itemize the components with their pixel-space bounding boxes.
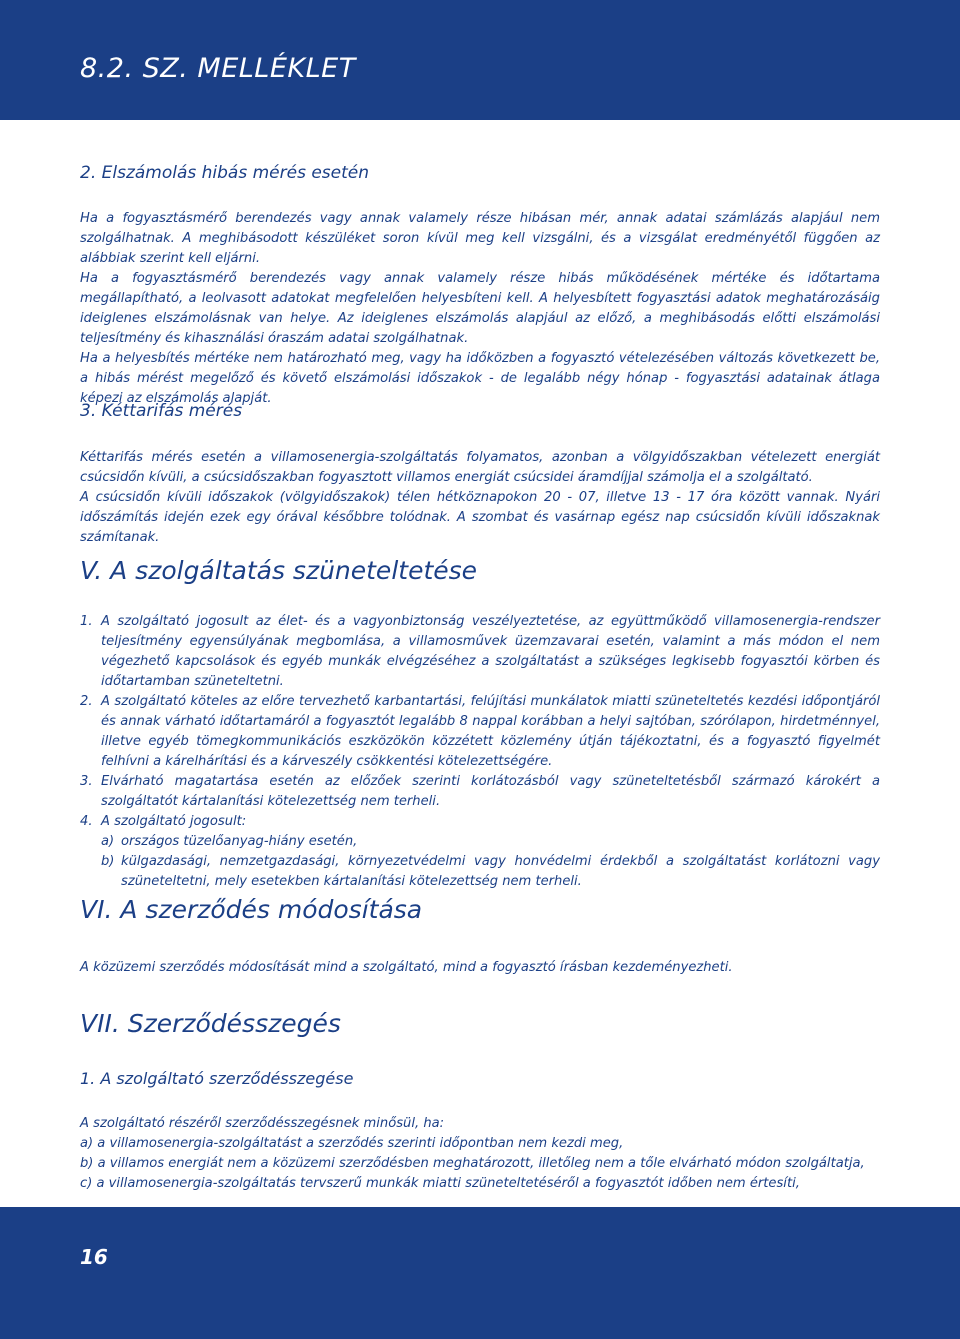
chapter-vii-subheading: 1. A szolgáltató szerződésszegése	[80, 1069, 354, 1088]
section-3-heading: 3. Kéttarifás mérés	[80, 401, 243, 421]
list-line: c) a villamosenergia-szolgáltatás tervszerű munkák miatti szüneteltetéséről a fogyasztót időben nem értesíti,	[80, 1176, 800, 1191]
list-item-number: 1.	[80, 614, 93, 629]
chapter-v-list	[80, 612, 880, 892]
footer-band	[0, 1207, 960, 1339]
page-header-title: 8.2. SZ. MELLÉKLET	[80, 53, 356, 84]
paragraph: Ha a fogyasztásmérő berendezés vagy annak valamely része hibásan mér, annak adatai számlázás alapjául nem szolgálhatnak. A meghibásodott készüléket soron kívül meg kell vizsgálni, és a vizsgálat eredményétől függően az alábbiak szerint kell eljárni.	[80, 211, 880, 266]
list-item-text: A szolgáltató jogosult:	[101, 814, 247, 829]
list-item	[80, 812, 880, 832]
sub-list-marker: b)	[101, 854, 115, 869]
list-item	[80, 772, 880, 812]
list-line: a) a villamosenergia-szolgáltatást a szerződés szerinti időpontban nem kezdi meg,	[80, 1136, 624, 1151]
chapter-vi-paragraph: A közüzemi szerződés módosítását mind a szolgáltató, mind a fogyasztó írásban kezdeményezheti.	[80, 960, 733, 975]
chapter-v-heading: V. A szolgáltatás szüneteltetése	[80, 556, 478, 585]
paragraph: Ha a fogyasztásmérő berendezés vagy annak valamely része hibás működésének mértéke és időtartama megállapítható, a leolvasott adatokat megfelelően helyesbíteni kell. A helyesbített fogyasztási adatok meghatározásáig ideiglenes elszámolásnak van helye. Az ideiglenes elszámolás alapjául az előző, a meghibásodás előtti elszámolási teljesítmény és kihasználási óraszám adatai szolgálhatnak.	[80, 271, 880, 346]
section-3-text	[80, 448, 880, 548]
chapter-vii-heading: VII. Szerződésszegés	[80, 1009, 341, 1038]
chapter-vii-text	[80, 1114, 880, 1194]
paragraph: A csúcsidőn kívüli időszakok (völgyidőszakok) télen hétköznapokon 20 - 07, illetve 13 - 17 óra között vannak. Nyári időszámítás idején ezek egy órával későbbre tolódnak. A szombat és vasárnap egész nap csúcsidőn kívüli időszaknak számítanak.	[80, 490, 880, 545]
list-item-number: 3.	[80, 774, 93, 789]
section-2-text	[80, 209, 880, 409]
list-item	[80, 612, 880, 692]
list-item-text: Elvárható magatartása esetén az előzőek szerinti korlátozásból vagy szüneteltetésből származó károkért a szolgáltatót kártalanítási kötelezettség nem terheli.	[101, 774, 880, 809]
list-item-text: A szolgáltató köteles az előre tervezhető karbantartási, felújítási munkálatok miatti szüneteltetés kezdési időpontjáról és annak várható időtartamáról a fogyasztót legalább 8 nappal korábban a helyi sajtóban, szórólapon, hirdetménnyel, illetve egyéb tömegkommunikációs eszközökön közzétett közlemény útján tájékoztatni, és a fogyasztó figyelmét felhívni a kárelhárítási és a kárveszély csökkentési kötelezettségére.	[101, 694, 880, 769]
list-item-number: 4.	[80, 814, 93, 829]
paragraph: Kéttarifás mérés esetén a villamosenergia-szolgáltatás folyamatos, azonban a völgyidőszakban vételezett energiát csúcsidőn kívüli, a csúcsidőszakban fogyasztott villamos energiát csúcsidei áramdíjjal számolja el a szolgáltató.	[80, 450, 880, 485]
sub-list-text: országos tüzelőanyag-hiány esetén,	[121, 834, 358, 849]
section-2-heading: 2. Elszámolás hibás mérés esetén	[80, 163, 370, 183]
list-item-number: 2.	[80, 694, 93, 709]
page-number: 16	[80, 1245, 108, 1269]
paragraph: A szolgáltató részéről szerződésszegésnek minősül, ha:	[80, 1116, 445, 1131]
sub-list-text: külgazdasági, nemzetgazdasági, környezetvédelmi vagy honvédelmi érdekből a szolgáltatást korlátozni vagy szüneteltetni, mely esetekben kártalanítási kötelezettség nem terheli.	[121, 854, 880, 889]
list-item	[80, 692, 880, 772]
list-item-text: A szolgáltató jogosult az élet- és a vagyonbiztonság veszélyeztetése, az együttműködő villamosenergia-rendszer teljesítmény egyensúlyának megbomlása, a villamosművek üzemzavarai esetén, valamint a más módon el nem végezhető kapcsolások és egyéb munkák elvégzéséhez a szolgáltatást a szükséges legkisebb fogyasztói körben és időtartamban szüneteltetni.	[101, 614, 880, 689]
sub-list-marker: a)	[101, 834, 115, 849]
sub-list-item	[101, 832, 880, 852]
chapter-vi-heading: VI. A szerződés módosítása	[80, 895, 423, 924]
paragraph: Ha a helyesbítés mértéke nem határozható meg, vagy ha időközben a fogyasztó vételezésében változás következett be, a hibás mérést megelőző és követő elszámolási időszakok - de legalább négy hónap - fogyasztási adatainak átlaga képezi az elszámolás alapját.	[80, 351, 880, 406]
sub-list-item	[101, 852, 880, 892]
list-line: b) a villamos energiát nem a közüzemi szerződésben meghatározott, illetőleg nem a tőle elvárható módon szolgáltatja,	[80, 1156, 865, 1171]
